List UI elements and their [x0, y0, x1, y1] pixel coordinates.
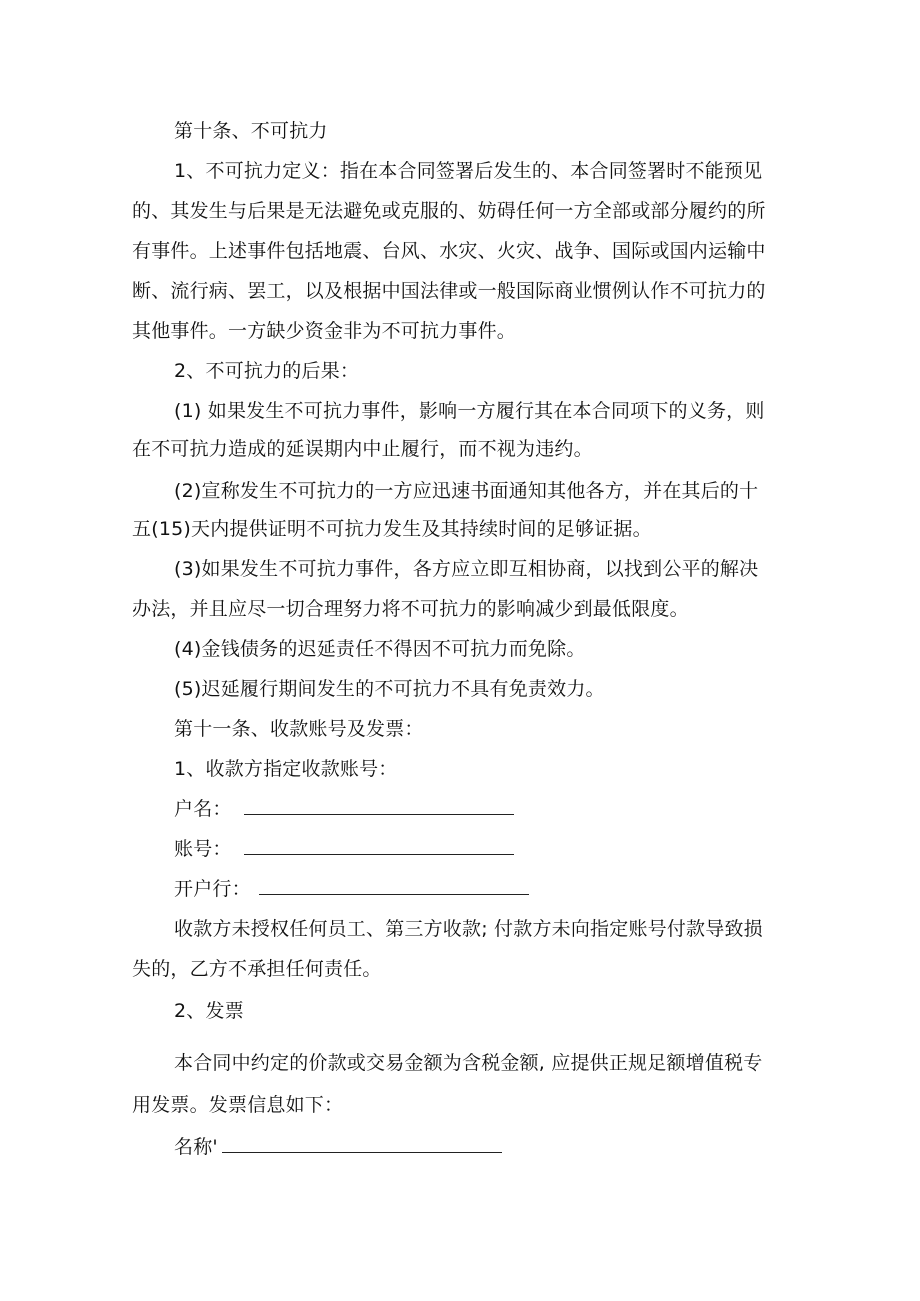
invoice-text-line-2: 用发票。发票信息如下：	[132, 1094, 344, 1116]
invoice-title: 2、发票	[174, 1000, 244, 1022]
consequence-4: (4)金钱债务的迟延责任不得因不可抗力而免除。	[174, 638, 586, 660]
consequence-1-line-2: 在不可抗力造成的延误期内中止履行，而不视为违约。	[132, 438, 593, 460]
article-10-heading: 第十条、不可抗力	[174, 120, 328, 142]
force-majeure-definition-line-4: 断、流行病、罢工，以及根据中国法律或一般国际商业惯例认作不可抗力的	[132, 280, 766, 302]
invoice-name-label: 名称'	[174, 1136, 218, 1158]
force-majeure-definition-line-2: 的、其发生与后果是无法避免或克服的、妨碍任何一方全部或部分履约的所	[132, 200, 766, 222]
force-majeure-definition-line-1: 1、不可抗力定义：指在本合同签署后发生的、本合同签署时不能预见	[174, 160, 763, 182]
invoice-name-field[interactable]	[222, 1134, 502, 1153]
account-number-label: 账号：	[174, 838, 232, 860]
bank-row	[174, 876, 529, 902]
payment-notice-line-1: 收款方未授权任何员工、第三方收款; 付款方未向指定账号付款导致损	[174, 918, 763, 940]
account-name-label: 户名：	[174, 798, 232, 820]
account-number-field[interactable]	[244, 836, 514, 855]
force-majeure-consequences-title: 2、不可抗力的后果：	[174, 360, 360, 382]
bank-label: 开户行：	[174, 878, 251, 900]
consequence-2-line-1: (2)宣称发生不可抗力的一方应迅速书面通知其他各方，并在其后的十	[174, 480, 759, 502]
account-number-row	[174, 836, 514, 862]
account-name-field[interactable]	[244, 796, 514, 815]
article-11-heading: 第十一条、收款账号及发票：	[174, 718, 424, 740]
consequence-2-line-2: 五(15)天内提供证明不可抗力发生及其持续时间的足够证据。	[132, 518, 652, 540]
consequence-3-line-2: 办法，并且应尽一切合理努力将不可抗力的影响减少到最低限度。	[132, 598, 689, 620]
invoice-text-line-1: 本合同中约定的价款或交易金额为含税金额, 应提供正规足额增值税专	[174, 1052, 763, 1074]
consequence-1-line-1: (1) 如果发生不可抗力事件，影响一方履行其在本合同项下的义务，则	[174, 400, 765, 422]
consequence-5: (5)迟延履行期间发生的不可抗力不具有免责效力。	[174, 678, 605, 700]
force-majeure-definition-line-3: 有事件。上述事件包括地震、台风、水灾、火灾、战争、国际或国内运输中	[132, 240, 766, 262]
designated-account-title: 1、收款方指定收款账号：	[174, 758, 398, 780]
payment-notice-line-2: 失的，乙方不承担任何责任。	[132, 958, 382, 980]
force-majeure-definition-line-5: 其他事件。一方缺少资金非为不可抗力事件。	[132, 320, 517, 342]
invoice-name-row	[174, 1134, 502, 1160]
account-name-row	[174, 796, 514, 822]
bank-field[interactable]	[259, 876, 529, 895]
consequence-3-line-1: (3)如果发生不可抗力事件，各方应立即互相协商，以找到公平的解决	[174, 558, 759, 580]
